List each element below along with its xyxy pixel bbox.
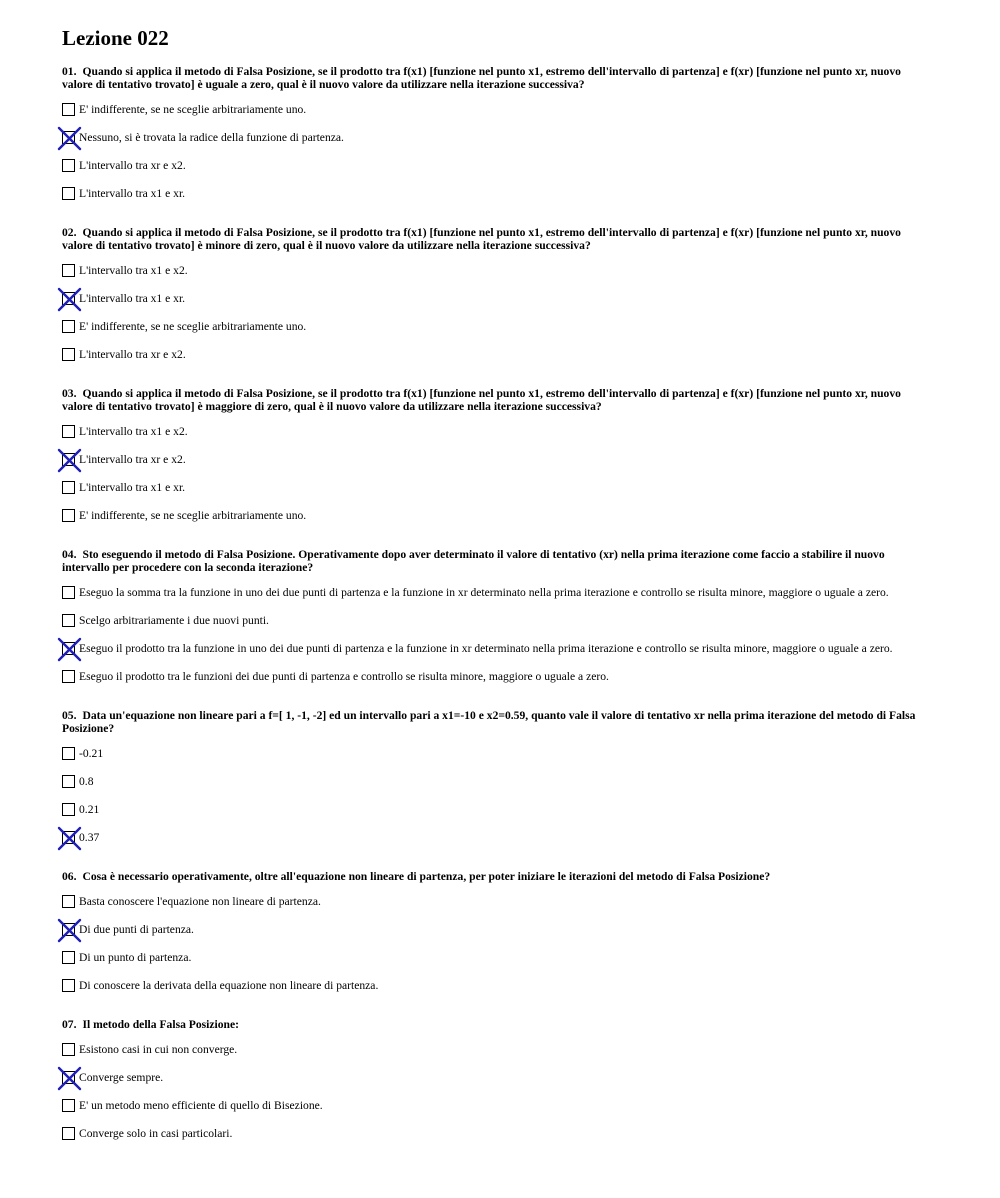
answer-option[interactable] [62,831,932,848]
option-label: Eseguo la somma tra la funzione in uno dei due punti di partenza e la funzione in xr determinato nella prima iterazione e controllo se risulta minore, maggiore o uguale a zero. [79,586,889,599]
checkbox[interactable] [62,187,75,200]
answer-option[interactable] [62,159,932,176]
checkbox[interactable] [62,1099,75,1112]
answer-option[interactable] [62,481,932,498]
question-text [62,387,932,413]
option-label: Di un punto di partenza. [79,951,192,964]
answer-option[interactable] [62,979,932,996]
answer-option[interactable] [62,775,932,792]
answer-option[interactable] [62,614,932,631]
option-label: L'intervallo tra xr e x2. [79,348,186,361]
checkbox[interactable] [62,348,75,361]
question-block [62,226,932,365]
answer-option[interactable] [62,951,932,968]
checked-checkbox[interactable] [62,642,75,655]
checkbox[interactable] [62,670,75,683]
question-text [62,1018,932,1031]
quiz-page [62,22,932,1166]
question-number: 07. [62,1018,77,1031]
option-label: Esistono casi in cui non converge. [79,1043,238,1056]
question-text [62,870,932,883]
checkbox[interactable] [62,803,75,816]
checked-checkbox[interactable] [62,923,75,936]
checked-checkbox[interactable] [62,131,75,144]
option-label: E' indifferente, se ne sceglie arbitrariamente uno. [79,509,307,522]
option-label: Nessuno, si è trovata la radice della funzione di partenza. [79,131,344,144]
question-body: Cosa è necessario operativamente, oltre all'equazione non lineare di partenza, per poter iniziare le iterazioni del metodo di Falsa Posizione? [82,870,771,883]
check-cross-icon [58,919,81,942]
option-label: E' indifferente, se ne sceglie arbitrariamente uno. [79,320,307,333]
answer-option[interactable] [62,187,932,204]
question-number: 06. [62,870,77,883]
answer-option[interactable] [62,642,932,659]
option-label: Converge solo in casi particolari. [79,1127,233,1140]
checkbox[interactable] [62,775,75,788]
question-body: Sto eseguendo il metodo di Falsa Posizione. Operativamente dopo aver determinato il valore di tentativo (xr) nella prima iterazione come faccio a stabilire il nuovo intervallo per procedere con la seconda iterazione? [62,548,885,574]
answer-option[interactable] [62,586,932,603]
option-label: L'intervallo tra x1 e xr. [79,292,186,305]
answer-option[interactable] [62,453,932,470]
check-cross-icon [58,638,81,661]
option-label: Basta conoscere l'equazione non lineare di partenza. [79,895,321,908]
question-block [62,65,932,204]
option-label: Eseguo il prodotto tra la funzione in uno dei due punti di partenza e la funzione in xr determinato nella prima iterazione e controllo se risulta minore, maggiore o uguale a zero. [79,642,893,655]
answer-option[interactable] [62,348,932,365]
answer-option[interactable] [62,264,932,281]
checkbox[interactable] [62,509,75,522]
question-number: 02. [62,226,77,239]
checkbox[interactable] [62,425,75,438]
option-label: Di conoscere la derivata della equazione non lineare di partenza. [79,979,379,992]
checked-checkbox[interactable] [62,831,75,844]
option-label: Scelgo arbitrariamente i due nuovi punti. [79,614,269,627]
answer-option[interactable] [62,1043,932,1060]
question-block [62,387,932,526]
question-block [62,548,932,687]
answer-option[interactable] [62,292,932,309]
question-number: 01. [62,65,77,78]
answer-option[interactable] [62,923,932,940]
question-text [62,226,932,252]
checkbox[interactable] [62,951,75,964]
option-label: L'intervallo tra x1 e xr. [79,481,186,494]
option-label: 0.8 [79,775,94,788]
question-body: Quando si applica il metodo di Falsa Posizione, se il prodotto tra f(x1) [funzione nel punto x1, estremo dell'intervallo di partenza] e f(xr) [funzione nel punto xr, nuovo valore di tentativo trovato] è minore di zero, qual è il nuovo valore da utilizzare nella iterazione successiva? [62,226,901,252]
answer-option[interactable] [62,803,932,820]
answer-option[interactable] [62,103,932,120]
question-text [62,548,932,574]
answer-option[interactable] [62,1071,932,1088]
option-label: Eseguo il prodotto tra le funzioni dei due punti di partenza e controllo se risulta minore, maggiore o uguale a zero. [79,670,609,683]
answer-option[interactable] [62,670,932,687]
question-number: 03. [62,387,77,400]
answer-option[interactable] [62,131,932,148]
checkbox[interactable] [62,481,75,494]
checkbox[interactable] [62,264,75,277]
question-body: Il metodo della Falsa Posizione: [82,1018,240,1031]
option-label: L'intervallo tra x1 e xr. [79,187,186,200]
question-block [62,709,932,848]
checkbox[interactable] [62,159,75,172]
option-label: L'intervallo tra xr e x2. [79,159,186,172]
option-label: L'intervallo tra x1 e x2. [79,425,188,438]
option-label: L'intervallo tra xr e x2. [79,453,186,466]
checkbox[interactable] [62,103,75,116]
question-text [62,709,932,735]
checkbox[interactable] [62,1127,75,1140]
question-number: 04. [62,548,77,561]
answer-option[interactable] [62,1099,932,1116]
checkbox[interactable] [62,895,75,908]
option-label: 0.37 [79,831,100,844]
answer-option[interactable] [62,320,932,337]
option-label: Di due punti di partenza. [79,923,194,936]
question-block [62,1018,932,1144]
check-cross-icon [58,127,81,150]
checkbox[interactable] [62,747,75,760]
question-body: Quando si applica il metodo di Falsa Posizione, se il prodotto tra f(x1) [funzione nel punto x1, estremo dell'intervallo di partenza] e f(xr) [funzione nel punto xr, nuovo valore di tentativo trovato] è uguale a zero, qual è il nuovo valore da utilizzare nella iterazione successiva? [62,65,901,91]
checked-checkbox[interactable] [62,292,75,305]
answer-option[interactable] [62,425,932,442]
question-number: 05. [62,709,77,722]
question-body: Data un'equazione non lineare pari a f=[ 1, -1, -2] ed un intervallo pari a x1=-10 e x2=0.59, quanto vale il valore di tentativo xr nella prima iterazione del metodo di Falsa Posizione? [62,709,916,735]
checkbox[interactable] [62,320,75,333]
checked-checkbox[interactable] [62,453,75,466]
checkbox[interactable] [62,1043,75,1056]
answer-option[interactable] [62,895,932,912]
answer-option[interactable] [62,509,932,526]
option-label: -0.21 [79,747,104,760]
question-block [62,870,932,996]
question-text [62,65,932,91]
option-label: 0.21 [79,803,100,816]
answer-option[interactable] [62,747,932,764]
option-label: E' indifferente, se ne sceglie arbitrariamente uno. [79,103,307,116]
checkbox[interactable] [62,979,75,992]
checked-checkbox[interactable] [62,1071,75,1084]
option-label: Converge sempre. [79,1071,164,1084]
question-list [62,65,932,1144]
answer-option[interactable] [62,1127,932,1144]
check-cross-icon [58,1067,81,1090]
check-cross-icon [58,827,81,850]
check-cross-icon [58,288,81,311]
option-label: L'intervallo tra x1 e x2. [79,264,188,277]
checkbox[interactable] [62,586,75,599]
lesson-title: Lezione 022 [62,26,169,50]
check-cross-icon [58,449,81,472]
question-body: Quando si applica il metodo di Falsa Posizione, se il prodotto tra f(x1) [funzione nel punto x1, estremo dell'intervallo di partenza] e f(xr) [funzione nel punto xr, nuovo valore di tentativo trovato] è maggiore di zero, qual è il nuovo valore da utilizzare nella iterazione successiva? [62,387,901,413]
option-label: E' un metodo meno efficiente di quello di Bisezione. [79,1099,323,1112]
checkbox[interactable] [62,614,75,627]
